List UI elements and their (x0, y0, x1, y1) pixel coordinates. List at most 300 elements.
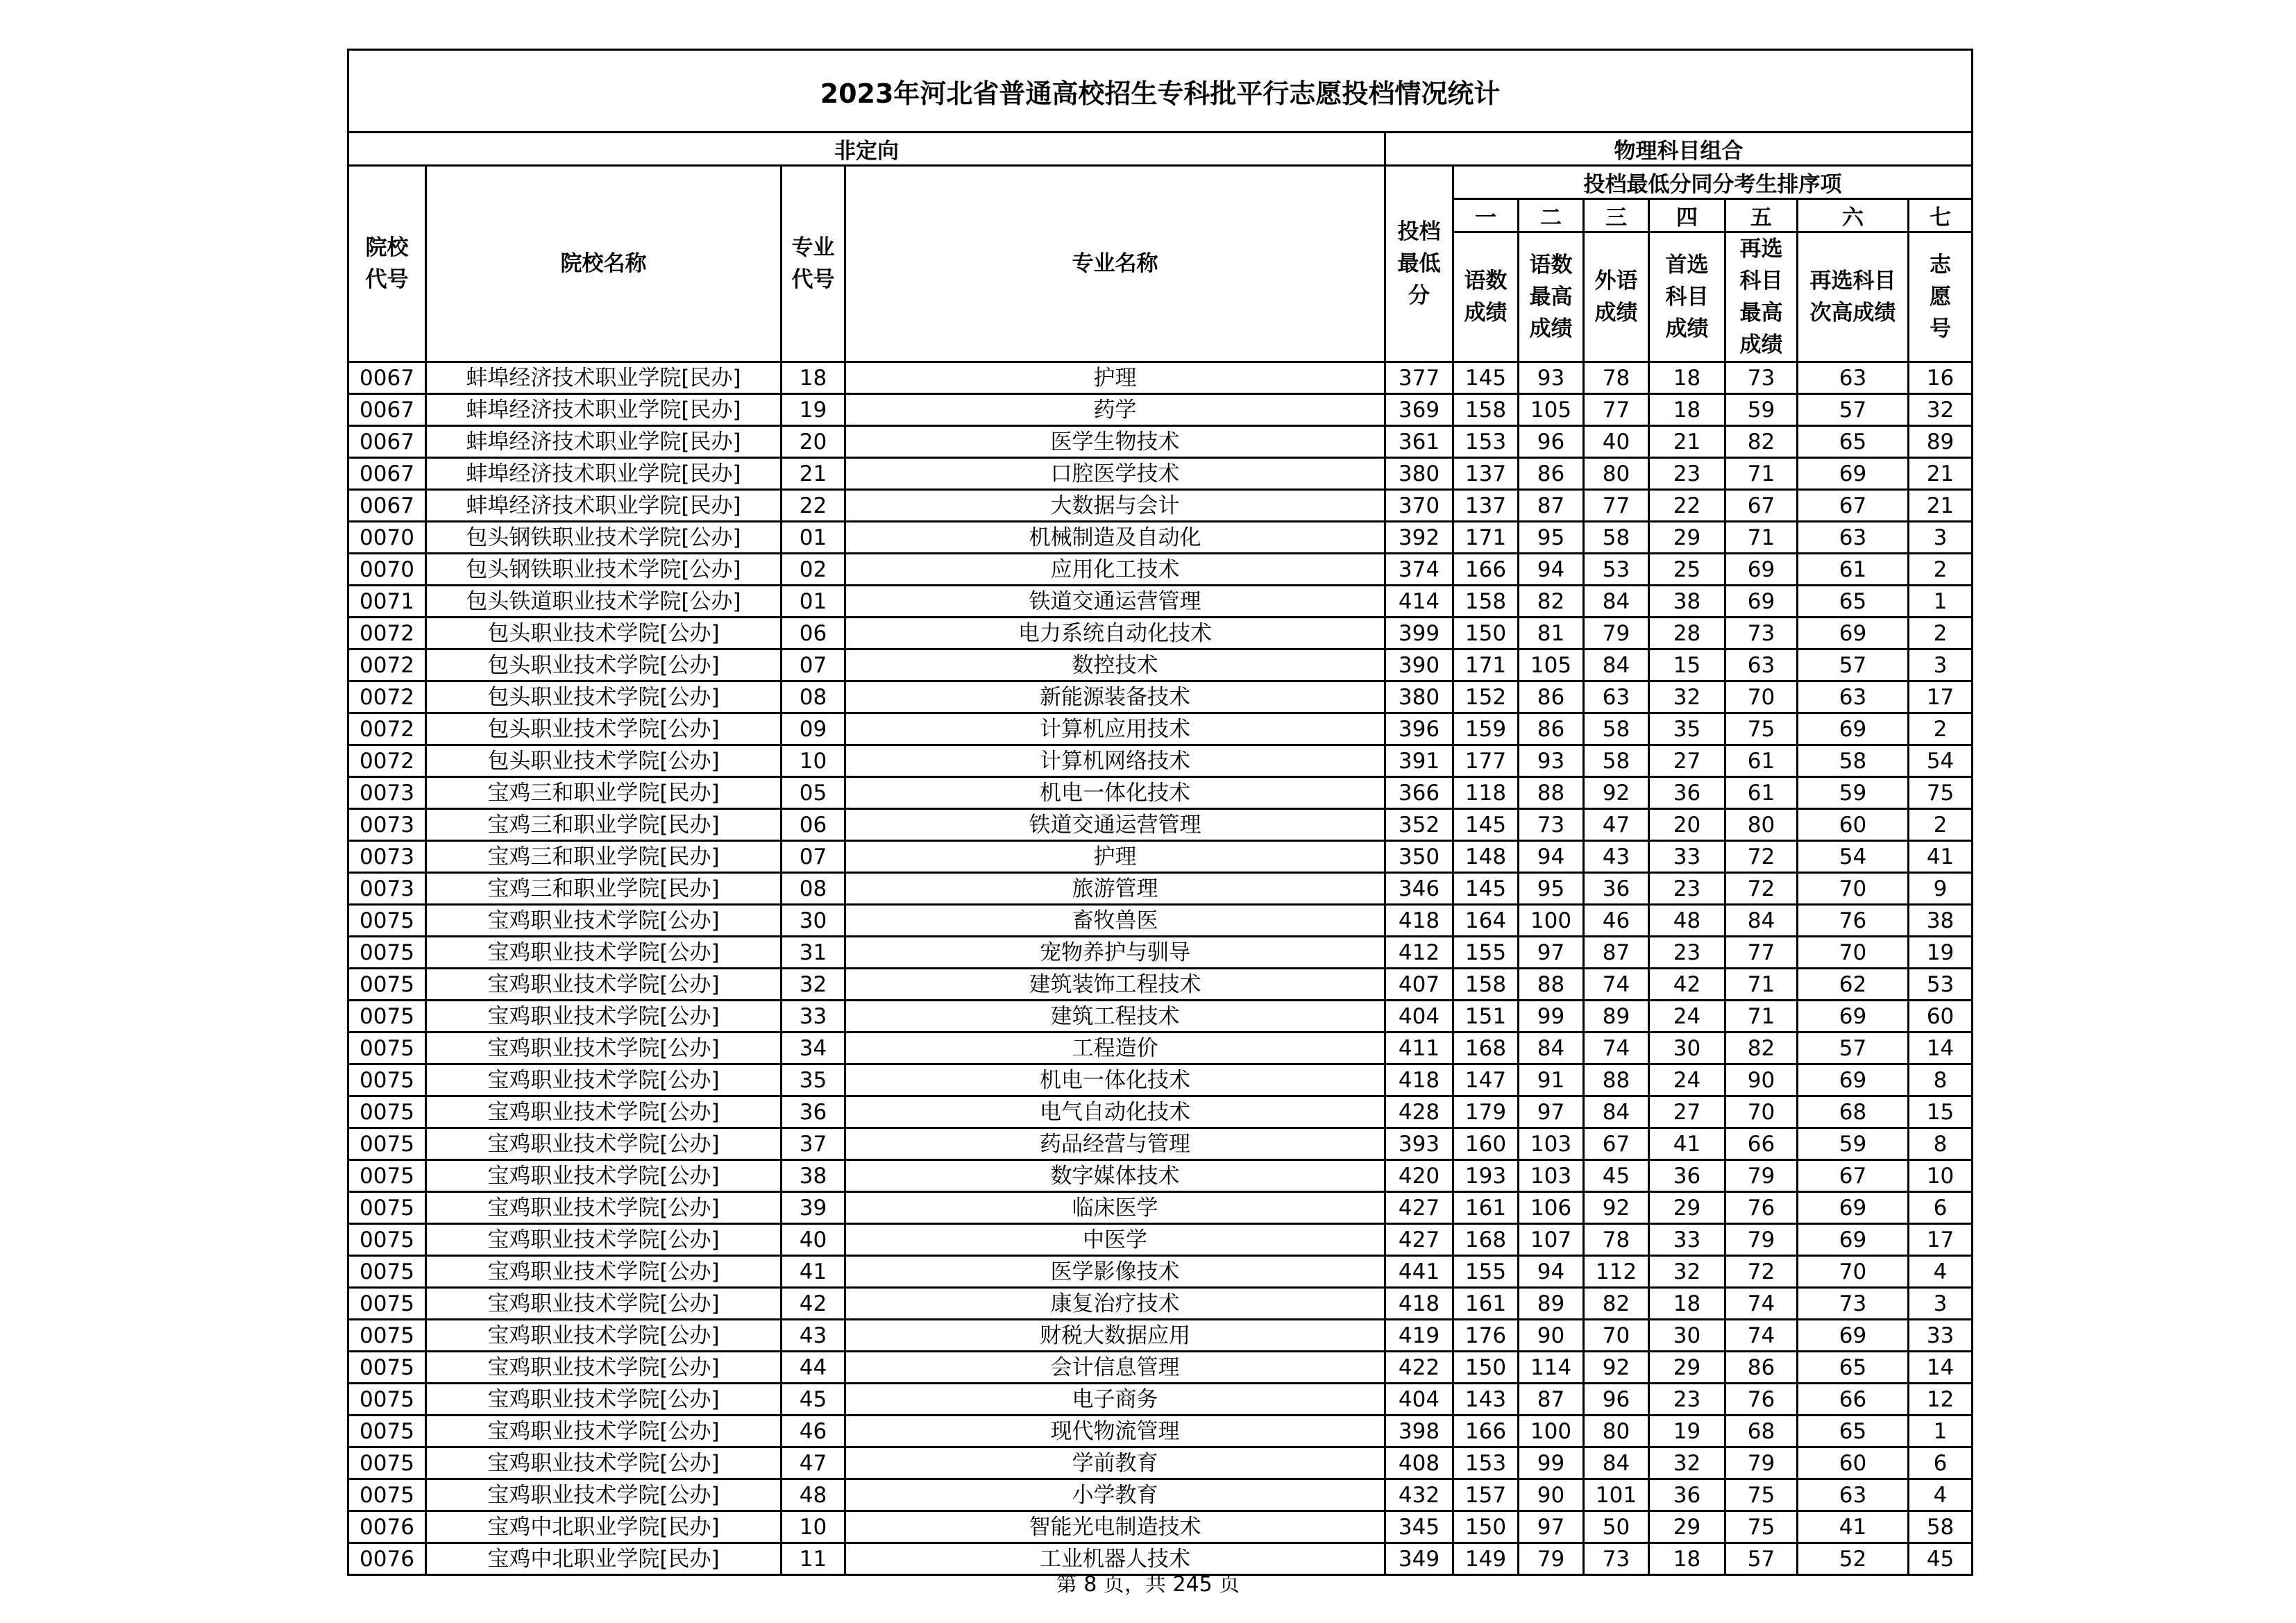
cell-school-code: 0067 (348, 394, 426, 426)
cell-preference-number: 19 (1909, 937, 1973, 969)
cell-chinese-math-max: 103 (1519, 1160, 1584, 1192)
cell-first-subject-score: 36 (1649, 777, 1725, 809)
cell-school-code: 0072 (348, 681, 426, 713)
cell-elective-max-score: 90 (1725, 1064, 1798, 1096)
cell-chinese-math-score: 155 (1453, 1256, 1519, 1288)
cell-major-code: 20 (782, 426, 845, 458)
cell-chinese-math-score: 145 (1453, 362, 1519, 394)
cell-school-name: 宝鸡职业技术学院[公办] (426, 1001, 782, 1033)
cell-chinese-math-max: 84 (1519, 1033, 1584, 1064)
cell-first-subject-score: 22 (1649, 490, 1725, 522)
cell-major-name: 电力系统自动化技术 (845, 618, 1385, 649)
tie-number-2: 二 (1519, 199, 1584, 232)
cell-major-code: 07 (782, 649, 845, 681)
cell-preference-number: 10 (1909, 1160, 1973, 1192)
cell-school-name: 宝鸡三和职业学院[民办] (426, 841, 782, 873)
cell-first-subject-score: 32 (1649, 1256, 1725, 1288)
cell-elective-max-score: 77 (1725, 937, 1798, 969)
cell-major-name: 工程造价 (845, 1033, 1385, 1064)
cell-chinese-math-max: 89 (1519, 1288, 1584, 1320)
table-row (348, 649, 1973, 681)
cell-major-name: 计算机网络技术 (845, 745, 1385, 777)
table-row (348, 554, 1973, 586)
cell-chinese-math-max: 106 (1519, 1192, 1584, 1224)
cell-foreign-language-score: 77 (1584, 394, 1649, 426)
cell-chinese-math-score: 150 (1453, 1352, 1519, 1384)
cell-preference-number: 21 (1909, 490, 1973, 522)
cell-foreign-language-score: 79 (1584, 618, 1649, 649)
cell-first-subject-score: 32 (1649, 1447, 1725, 1479)
cell-school-code: 0075 (348, 1416, 426, 1447)
cell-min-score: 380 (1385, 681, 1453, 713)
cell-major-name: 智能光电制造技术 (845, 1511, 1385, 1543)
group-non-directed: 非定向 (348, 133, 1385, 166)
cell-elective-max-score: 74 (1725, 1320, 1798, 1352)
cell-major-name: 新能源装备技术 (845, 681, 1385, 713)
cell-chinese-math-score: 158 (1453, 586, 1519, 618)
table-row (348, 969, 1973, 1001)
cell-chinese-math-score: 160 (1453, 1128, 1519, 1160)
cell-elective-max-score: 76 (1725, 1384, 1798, 1416)
cell-major-code: 22 (782, 490, 845, 522)
cell-chinese-math-max: 81 (1519, 618, 1584, 649)
table-row (348, 1288, 1973, 1320)
cell-first-subject-score: 25 (1649, 554, 1725, 586)
cell-elective-second-score: 61 (1798, 554, 1909, 586)
cell-first-subject-score: 32 (1649, 681, 1725, 713)
cell-chinese-math-score: 179 (1453, 1096, 1519, 1128)
cell-preference-number: 6 (1909, 1192, 1973, 1224)
table-row (348, 1001, 1973, 1033)
cell-elective-max-score: 71 (1725, 1001, 1798, 1033)
cell-school-name: 宝鸡职业技术学院[公办] (426, 1160, 782, 1192)
cell-school-name: 宝鸡职业技术学院[公办] (426, 1447, 782, 1479)
cell-chinese-math-max: 94 (1519, 1256, 1584, 1288)
table-row (348, 937, 1973, 969)
table-row (348, 618, 1973, 649)
cell-elective-second-score: 58 (1798, 745, 1909, 777)
cell-foreign-language-score: 84 (1584, 586, 1649, 618)
cell-min-score: 377 (1385, 362, 1453, 394)
cell-min-score: 418 (1385, 905, 1453, 937)
cell-major-code: 43 (782, 1320, 845, 1352)
table-row (348, 426, 1973, 458)
cell-foreign-language-score: 58 (1584, 713, 1649, 745)
cell-major-code: 45 (782, 1384, 845, 1416)
cell-min-score: 408 (1385, 1447, 1453, 1479)
cell-first-subject-score: 29 (1649, 1192, 1725, 1224)
cell-foreign-language-score: 112 (1584, 1256, 1649, 1288)
tie-item-elective-second: 再选科目 次高成绩 (1798, 232, 1909, 362)
group-physics-combination: 物理科目组合 (1385, 133, 1973, 166)
cell-chinese-math-score: 137 (1453, 458, 1519, 490)
cell-elective-second-score: 57 (1798, 649, 1909, 681)
cell-preference-number: 75 (1909, 777, 1973, 809)
cell-foreign-language-score: 87 (1584, 937, 1649, 969)
table-row (348, 681, 1973, 713)
cell-major-name: 计算机应用技术 (845, 713, 1385, 745)
cell-major-code: 06 (782, 618, 845, 649)
cell-chinese-math-max: 87 (1519, 1384, 1584, 1416)
cell-school-code: 0075 (348, 1096, 426, 1128)
cell-chinese-math-max: 99 (1519, 1447, 1584, 1479)
cell-school-code: 0075 (348, 1033, 426, 1064)
header-tie-break-group: 投档最低分同分考生排序项 (1453, 166, 1973, 199)
cell-chinese-math-max: 100 (1519, 905, 1584, 937)
cell-elective-second-score: 70 (1798, 1256, 1909, 1288)
table-row (348, 458, 1973, 490)
cell-school-code: 0075 (348, 1479, 426, 1511)
cell-chinese-math-score: 143 (1453, 1384, 1519, 1416)
cell-elective-max-score: 69 (1725, 586, 1798, 618)
cell-chinese-math-max: 107 (1519, 1224, 1584, 1256)
table-row (348, 1384, 1973, 1416)
cell-major-code: 10 (782, 745, 845, 777)
cell-school-name: 包头职业技术学院[公办] (426, 713, 782, 745)
cell-elective-max-score: 70 (1725, 681, 1798, 713)
cell-preference-number: 2 (1909, 554, 1973, 586)
cell-preference-number: 3 (1909, 649, 1973, 681)
cell-chinese-math-score: 166 (1453, 1416, 1519, 1447)
cell-min-score: 369 (1385, 394, 1453, 426)
cell-major-name: 会计信息管理 (845, 1352, 1385, 1384)
cell-school-code: 0067 (348, 362, 426, 394)
tie-number-7: 七 (1909, 199, 1973, 232)
cell-first-subject-score: 29 (1649, 1511, 1725, 1543)
cell-school-name: 宝鸡中北职业学院[民办] (426, 1543, 782, 1575)
cell-major-name: 机电一体化技术 (845, 777, 1385, 809)
cell-school-code: 0070 (348, 554, 426, 586)
cell-chinese-math-score: 118 (1453, 777, 1519, 809)
cell-major-code: 35 (782, 1064, 845, 1096)
cell-school-code: 0075 (348, 969, 426, 1001)
cell-chinese-math-max: 97 (1519, 1096, 1584, 1128)
cell-min-score: 419 (1385, 1320, 1453, 1352)
cell-preference-number: 45 (1909, 1543, 1973, 1575)
cell-min-score: 412 (1385, 937, 1453, 969)
cell-foreign-language-score: 47 (1584, 809, 1649, 841)
cell-school-name: 蚌埠经济技术职业学院[民办] (426, 394, 782, 426)
cell-elective-max-score: 86 (1725, 1352, 1798, 1384)
cell-school-code: 0075 (348, 1288, 426, 1320)
cell-first-subject-score: 18 (1649, 394, 1725, 426)
cell-foreign-language-score: 46 (1584, 905, 1649, 937)
cell-preference-number: 89 (1909, 426, 1973, 458)
cell-first-subject-score: 18 (1649, 362, 1725, 394)
cell-major-code: 01 (782, 522, 845, 554)
cell-elective-second-score: 68 (1798, 1096, 1909, 1128)
cell-chinese-math-score: 171 (1453, 522, 1519, 554)
cell-major-code: 39 (782, 1192, 845, 1224)
cell-major-code: 42 (782, 1288, 845, 1320)
cell-foreign-language-score: 74 (1584, 1033, 1649, 1064)
cell-chinese-math-score: 145 (1453, 809, 1519, 841)
cell-major-code: 07 (782, 841, 845, 873)
cell-elective-second-score: 73 (1798, 1288, 1909, 1320)
cell-chinese-math-score: 147 (1453, 1064, 1519, 1096)
cell-major-name: 畜牧兽医 (845, 905, 1385, 937)
cell-elective-second-score: 65 (1798, 426, 1909, 458)
cell-elective-second-score: 63 (1798, 362, 1909, 394)
table-row (348, 522, 1973, 554)
cell-major-name: 应用化工技术 (845, 554, 1385, 586)
cell-elective-max-score: 68 (1725, 1416, 1798, 1447)
cell-first-subject-score: 41 (1649, 1128, 1725, 1160)
cell-major-name: 铁道交通运营管理 (845, 809, 1385, 841)
cell-min-score: 361 (1385, 426, 1453, 458)
table-row (348, 1064, 1973, 1096)
cell-preference-number: 17 (1909, 1224, 1973, 1256)
cell-school-name: 蚌埠经济技术职业学院[民办] (426, 426, 782, 458)
cell-min-score: 346 (1385, 873, 1453, 905)
cell-preference-number: 8 (1909, 1064, 1973, 1096)
cell-school-code: 0076 (348, 1543, 426, 1575)
cell-major-name: 康复治疗技术 (845, 1288, 1385, 1320)
cell-elective-second-score: 52 (1798, 1543, 1909, 1575)
cell-elective-max-score: 79 (1725, 1447, 1798, 1479)
cell-major-name: 护理 (845, 362, 1385, 394)
cell-major-code: 18 (782, 362, 845, 394)
cell-school-code: 0075 (348, 937, 426, 969)
cell-major-code: 21 (782, 458, 845, 490)
cell-school-name: 宝鸡职业技术学院[公办] (426, 1288, 782, 1320)
cell-school-name: 宝鸡中北职业学院[民办] (426, 1511, 782, 1543)
cell-elective-max-score: 61 (1725, 777, 1798, 809)
cell-major-name: 学前教育 (845, 1447, 1385, 1479)
table-row (348, 873, 1973, 905)
cell-elective-second-score: 59 (1798, 777, 1909, 809)
cell-chinese-math-score: 153 (1453, 1447, 1519, 1479)
cell-chinese-math-max: 105 (1519, 394, 1584, 426)
cell-elective-max-score: 73 (1725, 362, 1798, 394)
cell-min-score: 404 (1385, 1384, 1453, 1416)
cell-school-name: 宝鸡职业技术学院[公办] (426, 1033, 782, 1064)
cell-min-score: 345 (1385, 1511, 1453, 1543)
cell-school-code: 0072 (348, 618, 426, 649)
cell-school-code: 0067 (348, 426, 426, 458)
cell-major-name: 机械制造及自动化 (845, 522, 1385, 554)
cell-elective-second-score: 69 (1798, 1192, 1909, 1224)
table-row (348, 1320, 1973, 1352)
cell-elective-second-score: 69 (1798, 618, 1909, 649)
cell-min-score: 414 (1385, 586, 1453, 618)
table-row (348, 905, 1973, 937)
cell-school-code: 0075 (348, 1352, 426, 1384)
cell-min-score: 441 (1385, 1256, 1453, 1288)
cell-preference-number: 54 (1909, 745, 1973, 777)
cell-elective-second-score: 62 (1798, 969, 1909, 1001)
cell-first-subject-score: 30 (1649, 1033, 1725, 1064)
cell-foreign-language-score: 78 (1584, 362, 1649, 394)
cell-chinese-math-max: 97 (1519, 937, 1584, 969)
cell-major-name: 电气自动化技术 (845, 1096, 1385, 1128)
cell-foreign-language-score: 80 (1584, 1416, 1649, 1447)
cell-elective-second-score: 65 (1798, 1416, 1909, 1447)
table-row (348, 1256, 1973, 1288)
cell-foreign-language-score: 63 (1584, 681, 1649, 713)
cell-chinese-math-score: 161 (1453, 1192, 1519, 1224)
cell-school-name: 包头铁道职业技术学院[公办] (426, 586, 782, 618)
cell-school-name: 宝鸡职业技术学院[公办] (426, 1384, 782, 1416)
cell-major-code: 11 (782, 1543, 845, 1575)
header-min-score: 投档 最低 分 (1385, 166, 1453, 362)
cell-school-code: 0072 (348, 649, 426, 681)
cell-preference-number: 1 (1909, 586, 1973, 618)
cell-foreign-language-score: 101 (1584, 1479, 1649, 1511)
cell-chinese-math-score: 158 (1453, 969, 1519, 1001)
cell-min-score: 428 (1385, 1096, 1453, 1128)
table-title: 2023年河北省普通高校招生专科批平行志愿投档情况统计 (348, 50, 1973, 133)
table-row (348, 362, 1973, 394)
cell-school-name: 宝鸡职业技术学院[公办] (426, 1096, 782, 1128)
cell-preference-number: 12 (1909, 1384, 1973, 1416)
cell-school-name: 蚌埠经济技术职业学院[民办] (426, 490, 782, 522)
cell-foreign-language-score: 77 (1584, 490, 1649, 522)
cell-chinese-math-score: 152 (1453, 681, 1519, 713)
cell-first-subject-score: 24 (1649, 1064, 1725, 1096)
cell-major-code: 01 (782, 586, 845, 618)
cell-elective-second-score: 70 (1798, 873, 1909, 905)
cell-preference-number: 6 (1909, 1447, 1973, 1479)
cell-elective-max-score: 84 (1725, 905, 1798, 937)
table-row (348, 394, 1973, 426)
cell-school-name: 包头职业技术学院[公办] (426, 681, 782, 713)
cell-school-code: 0073 (348, 777, 426, 809)
tie-number-1: 一 (1453, 199, 1519, 232)
cell-chinese-math-max: 88 (1519, 777, 1584, 809)
cell-elective-max-score: 79 (1725, 1160, 1798, 1192)
table-body (348, 362, 1973, 1575)
cell-major-code: 38 (782, 1160, 845, 1192)
cell-chinese-math-max: 86 (1519, 713, 1584, 745)
admission-table (347, 49, 1973, 1576)
tie-item-elective-max: 再选 科目 最高 成绩 (1725, 232, 1798, 362)
cell-elective-max-score: 82 (1725, 426, 1798, 458)
cell-chinese-math-score: 153 (1453, 426, 1519, 458)
header-school-name: 院校名称 (426, 166, 782, 362)
cell-school-name: 宝鸡职业技术学院[公办] (426, 1224, 782, 1256)
header-major-code: 专业 代号 (782, 166, 845, 362)
cell-elective-second-score: 41 (1798, 1511, 1909, 1543)
cell-major-code: 32 (782, 969, 845, 1001)
cell-major-name: 机电一体化技术 (845, 1064, 1385, 1096)
cell-chinese-math-max: 79 (1519, 1543, 1584, 1575)
cell-elective-max-score: 72 (1725, 1256, 1798, 1288)
cell-first-subject-score: 20 (1649, 809, 1725, 841)
cell-elective-second-score: 69 (1798, 458, 1909, 490)
cell-min-score: 391 (1385, 745, 1453, 777)
cell-chinese-math-max: 100 (1519, 1416, 1584, 1447)
cell-school-code: 0073 (348, 809, 426, 841)
cell-school-code: 0072 (348, 745, 426, 777)
cell-chinese-math-score: 145 (1453, 873, 1519, 905)
cell-foreign-language-score: 92 (1584, 1192, 1649, 1224)
table-row (348, 1128, 1973, 1160)
cell-min-score: 427 (1385, 1192, 1453, 1224)
cell-foreign-language-score: 92 (1584, 1352, 1649, 1384)
cell-major-name: 宠物养护与驯导 (845, 937, 1385, 969)
cell-elective-second-score: 54 (1798, 841, 1909, 873)
cell-major-name: 药品经营与管理 (845, 1128, 1385, 1160)
cell-chinese-math-max: 97 (1519, 1511, 1584, 1543)
cell-major-name: 建筑工程技术 (845, 1001, 1385, 1033)
cell-foreign-language-score: 53 (1584, 554, 1649, 586)
cell-school-name: 宝鸡职业技术学院[公办] (426, 1416, 782, 1447)
cell-preference-number: 1 (1909, 1416, 1973, 1447)
cell-major-name: 口腔医学技术 (845, 458, 1385, 490)
cell-first-subject-score: 23 (1649, 1384, 1725, 1416)
cell-preference-number: 2 (1909, 809, 1973, 841)
tie-item-first-subject: 首选 科目 成绩 (1649, 232, 1725, 362)
cell-major-name: 建筑装饰工程技术 (845, 969, 1385, 1001)
cell-elective-second-score: 69 (1798, 1224, 1909, 1256)
tie-item-preference-number: 志 愿 号 (1909, 232, 1973, 362)
cell-chinese-math-max: 87 (1519, 490, 1584, 522)
cell-foreign-language-score: 84 (1584, 1447, 1649, 1479)
cell-preference-number: 58 (1909, 1511, 1973, 1543)
cell-chinese-math-score: 148 (1453, 841, 1519, 873)
cell-school-name: 蚌埠经济技术职业学院[民办] (426, 362, 782, 394)
cell-major-name: 药学 (845, 394, 1385, 426)
cell-school-code: 0071 (348, 586, 426, 618)
cell-min-score: 392 (1385, 522, 1453, 554)
cell-preference-number: 15 (1909, 1096, 1973, 1128)
cell-min-score: 407 (1385, 969, 1453, 1001)
cell-chinese-math-score: 151 (1453, 1001, 1519, 1033)
cell-major-code: 46 (782, 1416, 845, 1447)
tie-number-6: 六 (1798, 199, 1909, 232)
cell-major-name: 医学影像技术 (845, 1256, 1385, 1288)
cell-elective-second-score: 69 (1798, 1001, 1909, 1033)
cell-foreign-language-score: 96 (1584, 1384, 1649, 1416)
cell-elective-second-score: 70 (1798, 937, 1909, 969)
tie-item-chinese-math: 语数 成绩 (1453, 232, 1519, 362)
cell-min-score: 399 (1385, 618, 1453, 649)
cell-foreign-language-score: 43 (1584, 841, 1649, 873)
cell-preference-number: 8 (1909, 1128, 1973, 1160)
tie-item-foreign-language: 外语 成绩 (1584, 232, 1649, 362)
cell-chinese-math-score: 193 (1453, 1160, 1519, 1192)
cell-min-score: 418 (1385, 1064, 1453, 1096)
cell-chinese-math-max: 105 (1519, 649, 1584, 681)
cell-school-name: 宝鸡职业技术学院[公办] (426, 1479, 782, 1511)
cell-school-code: 0073 (348, 841, 426, 873)
cell-preference-number: 4 (1909, 1479, 1973, 1511)
cell-min-score: 352 (1385, 809, 1453, 841)
cell-min-score: 366 (1385, 777, 1453, 809)
cell-elective-max-score: 72 (1725, 841, 1798, 873)
cell-min-score: 427 (1385, 1224, 1453, 1256)
cell-foreign-language-score: 36 (1584, 873, 1649, 905)
cell-major-code: 10 (782, 1511, 845, 1543)
table-row (348, 1416, 1973, 1447)
cell-first-subject-score: 21 (1649, 426, 1725, 458)
cell-chinese-math-max: 114 (1519, 1352, 1584, 1384)
cell-major-name: 数控技术 (845, 649, 1385, 681)
cell-elective-second-score: 66 (1798, 1384, 1909, 1416)
cell-preference-number: 53 (1909, 969, 1973, 1001)
cell-major-code: 06 (782, 809, 845, 841)
cell-chinese-math-max: 94 (1519, 841, 1584, 873)
cell-first-subject-score: 27 (1649, 1096, 1725, 1128)
cell-school-code: 0076 (348, 1511, 426, 1543)
cell-major-name: 现代物流管理 (845, 1416, 1385, 1447)
cell-chinese-math-score: 164 (1453, 905, 1519, 937)
cell-school-name: 包头钢铁职业技术学院[公办] (426, 554, 782, 586)
cell-chinese-math-score: 168 (1453, 1033, 1519, 1064)
cell-first-subject-score: 33 (1649, 841, 1725, 873)
cell-elective-second-score: 76 (1798, 905, 1909, 937)
